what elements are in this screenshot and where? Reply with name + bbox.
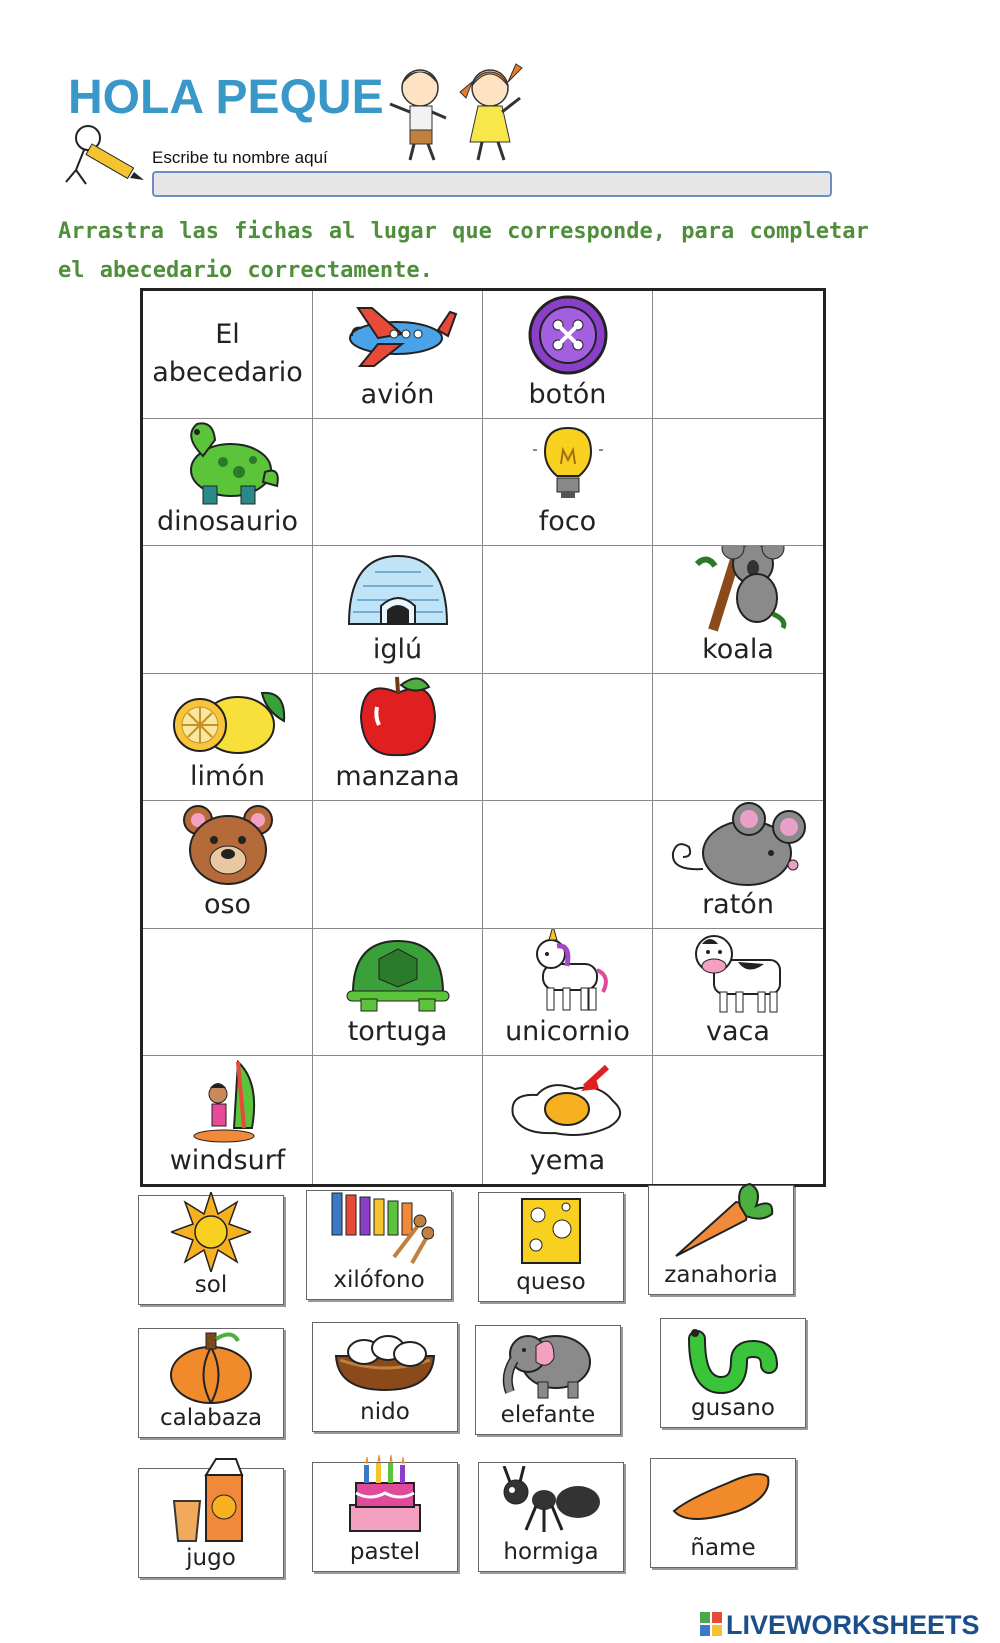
- grid-intro-cell: [143, 291, 313, 419]
- draggable-tile[interactable]: [475, 1325, 621, 1435]
- cheese-icon: [479, 1193, 623, 1269]
- nest-icon: [313, 1323, 457, 1399]
- grid-cell: [313, 674, 483, 802]
- grid-cell: [653, 929, 823, 1057]
- intro-line: El: [215, 319, 240, 351]
- worm-icon: [661, 1315, 805, 1395]
- liveworksheets-logo-icon: [700, 1612, 722, 1636]
- cell-word: oso: [203, 888, 252, 920]
- draggable-tile[interactable]: [650, 1458, 796, 1568]
- draggable-tile[interactable]: [478, 1462, 624, 1572]
- tile-word: hormiga: [503, 1539, 599, 1565]
- sun-icon: [139, 1192, 283, 1272]
- cell-word: botón: [528, 378, 607, 410]
- grid-cell: [143, 419, 313, 547]
- bear-icon: [143, 801, 312, 889]
- draggable-tile[interactable]: [306, 1190, 452, 1300]
- draggable-tile[interactable]: [138, 1195, 284, 1305]
- draggable-tile[interactable]: [312, 1462, 458, 1572]
- grid-cell: [313, 546, 483, 674]
- drop-slot[interactable]: [313, 1056, 483, 1184]
- draggable-tile[interactable]: [138, 1328, 284, 1438]
- drop-slot[interactable]: [653, 419, 823, 547]
- cow-icon: [653, 929, 823, 1017]
- tile-word: calabaza: [159, 1405, 263, 1431]
- drop-slot[interactable]: [653, 674, 823, 802]
- name-input[interactable]: [152, 171, 832, 197]
- tile-word: jugo: [186, 1545, 236, 1571]
- grid-cell: [483, 419, 653, 547]
- unicorn-icon: [483, 929, 652, 1017]
- lemon-icon: [143, 674, 312, 762]
- koala-icon: [653, 546, 823, 634]
- grid-cell: [653, 801, 823, 929]
- grid-cell: [483, 1056, 653, 1184]
- tile-word: elefante: [500, 1402, 596, 1428]
- windsurf-icon: [143, 1056, 312, 1145]
- drop-slot[interactable]: [143, 929, 313, 1057]
- drop-slot[interactable]: [313, 419, 483, 547]
- drop-slot[interactable]: [313, 801, 483, 929]
- cell-word: yema: [529, 1144, 606, 1176]
- tile-word: ñame: [690, 1535, 756, 1561]
- cell-word: windsurf: [169, 1144, 286, 1176]
- intro-line: abecedario: [152, 357, 303, 389]
- grid-cell: [483, 291, 653, 419]
- cell-word: unicornio: [505, 1016, 630, 1048]
- cell-word: vaca: [706, 1016, 770, 1048]
- carrot-icon: [649, 1182, 793, 1262]
- grid-cell: [653, 546, 823, 674]
- drop-slot[interactable]: [653, 1056, 823, 1184]
- kids-illustration-icon: [380, 58, 540, 166]
- page-title: HOLA PEQUE: [68, 71, 384, 124]
- ant-icon: [479, 1463, 623, 1539]
- turtle-icon: [313, 929, 482, 1017]
- cell-word: ratón: [702, 888, 774, 920]
- mouse-icon: [653, 801, 823, 889]
- xylophone-icon: [307, 1187, 451, 1267]
- drop-slot[interactable]: [653, 291, 823, 419]
- grid-cell: [143, 801, 313, 929]
- cell-word: dinosaurio: [156, 506, 299, 538]
- draggable-tile[interactable]: [138, 1468, 284, 1578]
- juice-icon: [139, 1455, 283, 1545]
- airplane-icon: [313, 291, 482, 379]
- cell-word: tortuga: [347, 1016, 448, 1048]
- pumpkin-icon: [139, 1329, 283, 1405]
- drop-slot[interactable]: [143, 546, 313, 674]
- cake-icon: [313, 1449, 457, 1539]
- cell-word: koala: [702, 633, 774, 665]
- dinosaur-icon: [143, 419, 312, 507]
- igloo-icon: [313, 546, 482, 634]
- drop-slot[interactable]: [483, 546, 653, 674]
- grid-intro-text: [152, 316, 303, 392]
- yam-icon: [651, 1459, 795, 1535]
- draggable-tile[interactable]: [660, 1318, 806, 1428]
- draggable-tile[interactable]: [648, 1185, 794, 1295]
- cell-word: iglú: [372, 633, 423, 665]
- grid-cell: [313, 291, 483, 419]
- cell-word: avión: [360, 378, 435, 410]
- instructions-text: Arrastra las fichas al lugar que corresponde, para completar el abecedario correctamente.: [58, 219, 869, 283]
- alphabet-grid: [140, 288, 826, 1187]
- apple-icon: [313, 674, 482, 762]
- grid-cell: [313, 929, 483, 1057]
- tile-word: queso: [516, 1269, 586, 1295]
- pencil-character-icon: [58, 118, 146, 190]
- grid-cell: [143, 674, 313, 802]
- tile-word: pastel: [349, 1539, 421, 1565]
- elephant-icon: [476, 1322, 620, 1402]
- grid-cell: [483, 929, 653, 1057]
- cell-word: foco: [538, 506, 597, 538]
- tile-word: xilófono: [333, 1267, 425, 1293]
- cell-word: limón: [190, 761, 265, 793]
- drop-slot[interactable]: [483, 801, 653, 929]
- grid-cell: [143, 1056, 313, 1184]
- tile-word: zanahoria: [664, 1262, 778, 1288]
- draggable-tile[interactable]: [478, 1192, 624, 1302]
- egg-yolk-icon: [483, 1056, 652, 1145]
- tile-word: nido: [360, 1399, 410, 1425]
- drop-slot[interactable]: [483, 674, 653, 802]
- button-icon: [483, 291, 652, 379]
- tile-word: sol: [194, 1272, 228, 1298]
- lightbulb-icon: [483, 419, 652, 507]
- draggable-tile[interactable]: [312, 1322, 458, 1432]
- cell-word: manzana: [335, 761, 460, 793]
- liveworksheets-brand: LIVEWORKSHEETS: [726, 1610, 980, 1640]
- name-field-label: Escribe tu nombre aquí: [152, 148, 328, 167]
- tile-word: gusano: [691, 1395, 775, 1421]
